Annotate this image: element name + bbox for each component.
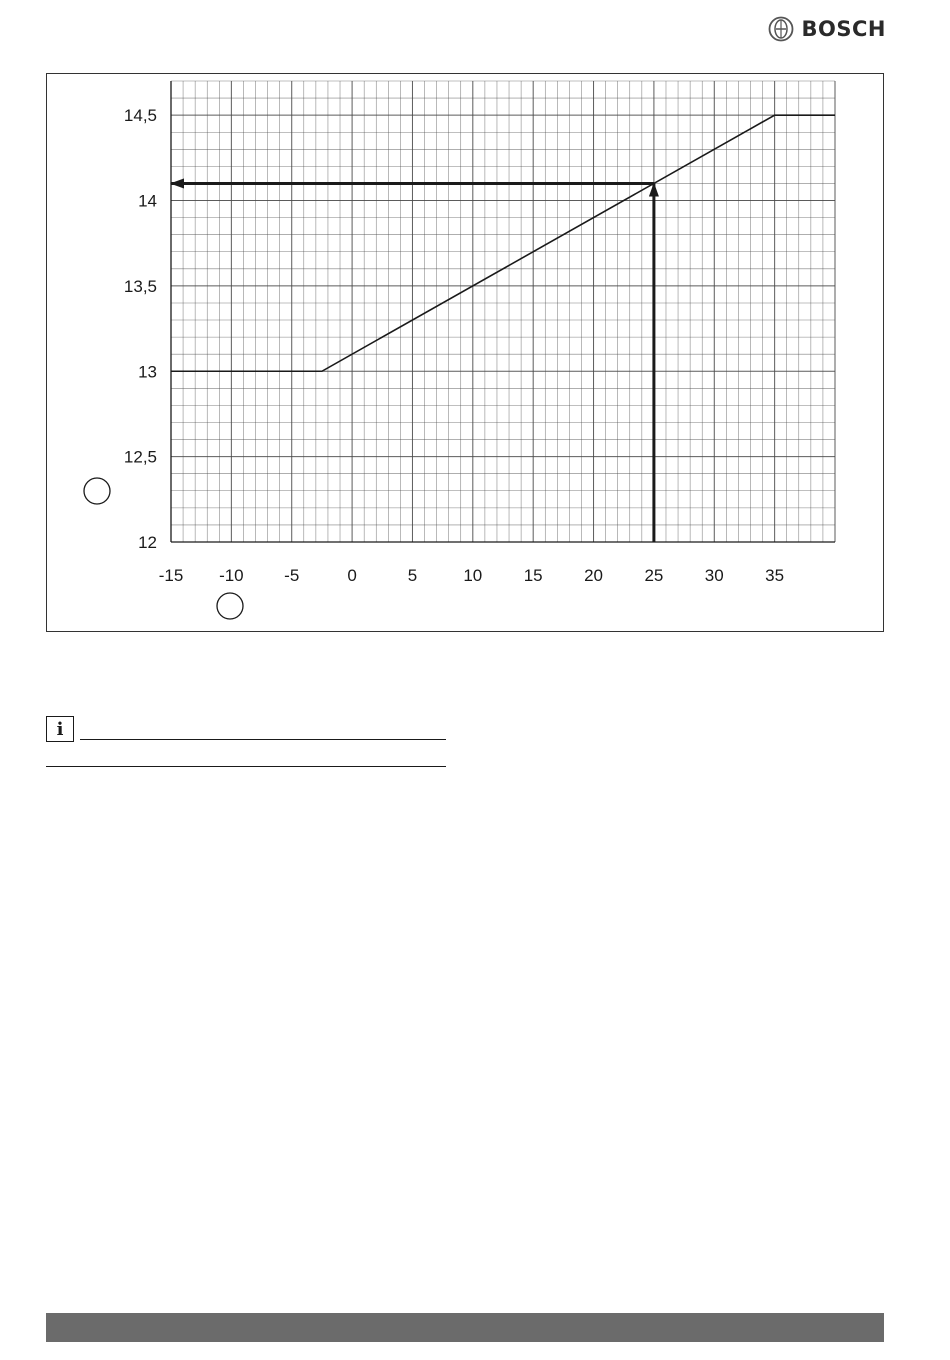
y-tick-label-2: 13 xyxy=(138,362,157,382)
note-rule-bottom xyxy=(46,766,446,767)
x-tick-label-3: 0 xyxy=(347,566,357,585)
brand-name: BOSCH xyxy=(801,17,886,41)
x-tick-label-0: -15 xyxy=(158,566,184,585)
y-tick-label-0: 12 xyxy=(138,533,157,552)
y-tick-label-1: 12,5 xyxy=(123,447,157,467)
x-tick-label-8: 25 xyxy=(644,566,664,585)
y-tick-label-3: 13,5 xyxy=(123,276,157,296)
line-chart xyxy=(47,74,883,631)
y-tick-label-4: 14 xyxy=(138,191,157,211)
brand xyxy=(768,16,886,42)
x-tick-label-4: 5 xyxy=(407,566,418,585)
x-tick-label-6: 15 xyxy=(523,566,543,585)
y-tick-label-5: 14,5 xyxy=(123,106,157,126)
footer-bar xyxy=(46,1313,884,1342)
bosch-logo-icon xyxy=(768,16,794,42)
info-note xyxy=(46,716,446,768)
series-line-0 xyxy=(171,115,835,371)
info-icon: i xyxy=(46,716,74,742)
x-tick-label-1: -10 xyxy=(219,566,244,585)
note-rule-top xyxy=(80,739,446,740)
x-tick-label-10: 35 xyxy=(765,566,785,585)
x-axis-callout-circle xyxy=(217,593,243,619)
x-tick-label-7: 20 xyxy=(584,566,604,585)
x-tick-label-2: -5 xyxy=(284,566,300,585)
x-tick-label-9: 30 xyxy=(704,566,724,585)
chart-frame xyxy=(46,73,884,632)
y-axis-callout-circle xyxy=(84,478,110,504)
x-tick-label-5: 10 xyxy=(463,566,483,585)
